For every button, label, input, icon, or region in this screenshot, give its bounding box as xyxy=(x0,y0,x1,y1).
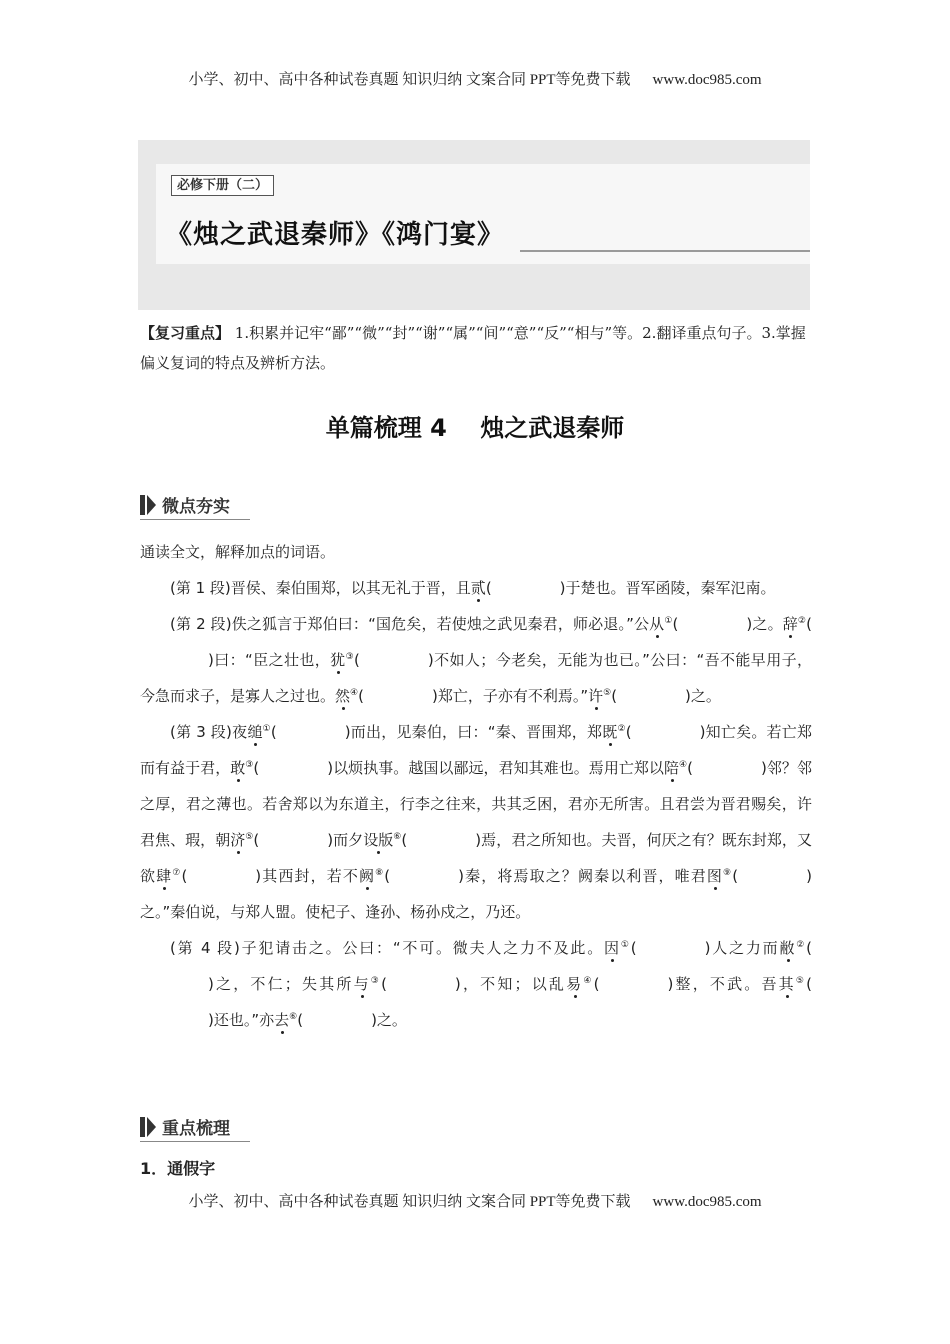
section-title: 单篇梳理 4 烛之武退秦师 xyxy=(325,414,625,442)
paragraph-2: (第 2 段)佚之狐言于郑伯曰：“国危矣，若使烛之武见秦君，师必退。”公从①( )之。辞②()曰：“臣之壮也，犹③( )不如人；今老矣，无能为也已。”公曰：“吾不能早用子，今急而求子，是寡人之过也。然④( )郑亡，子亦有不利焉。”许⑤( )之。 xyxy=(140,606,812,714)
chevron-right-icon xyxy=(140,495,156,515)
section-tag-underline xyxy=(140,1141,250,1142)
answer-blank[interactable] xyxy=(390,863,458,881)
answer-blank[interactable] xyxy=(140,971,208,989)
exercise-instruction: 通读全文，解释加点的词语。 xyxy=(140,543,336,561)
page-header xyxy=(0,68,950,89)
review-label: 【复习重点】 xyxy=(140,324,231,342)
answer-blank[interactable] xyxy=(599,971,667,989)
chapter-banner xyxy=(138,140,810,310)
review-focus xyxy=(140,318,812,378)
footer-text: 小学、初中、高中各种试卷真题 知识归纳 文案合同 PPT等免费下载 xyxy=(188,1194,631,1210)
section-tag-key-points xyxy=(140,1114,250,1140)
answer-blank[interactable] xyxy=(259,827,327,845)
answer-blank[interactable] xyxy=(637,935,705,953)
banner-panel xyxy=(156,164,810,264)
answer-blank[interactable] xyxy=(140,1007,208,1025)
answer-blank[interactable] xyxy=(632,719,700,737)
answer-blank[interactable] xyxy=(187,863,255,881)
subhead-tongjiazi: 1．通假字 xyxy=(140,1159,216,1178)
chapter-title: 《烛之武退秦师》《鸿门宴》 xyxy=(166,220,505,250)
section-tag-underline xyxy=(140,519,250,520)
answer-blank[interactable] xyxy=(678,611,746,629)
exercise-text xyxy=(140,534,812,1038)
answer-blank[interactable] xyxy=(387,971,455,989)
answer-blank[interactable] xyxy=(364,683,432,701)
answer-blank[interactable] xyxy=(140,647,208,665)
header-text: 小学、初中、高中各种试卷真题 知识归纳 文案合同 PPT等免费下载 xyxy=(188,72,631,88)
section-tag-label: 微点夯实 xyxy=(162,497,230,517)
answer-blank[interactable] xyxy=(407,827,475,845)
paragraph-3: (第 3 段)夜缒①( )而出，见秦伯，曰：“秦、晋围郑，郑既②( )知亡矣。若亡郑而有益于君，敢③( )以烦执事。越国以鄙远，君知其难也。焉用亡郑以陪④( )邻？邻之厚，君之薄也。若舍郑以为东道主，行李之往来，共其乏困，君亦无所害。且君尝为晋君赐矣，许君焦、瑕，朝济⑤( )而夕设版⑥( )焉，君之所知也。夫晋，何厌之有？既东封郑，又欲肆⑦( )其西封，若不阙⑧( )秦，将焉取之？阙秦以利晋，唯君图⑨( )之。”秦伯说，与郑人盟。使杞子、逢孙、杨孙戍之，乃还。 xyxy=(140,714,812,930)
section-tag-micro-points xyxy=(140,492,250,518)
answer-blank[interactable] xyxy=(303,1007,371,1025)
answer-blank[interactable] xyxy=(360,647,428,665)
answer-blank[interactable] xyxy=(617,683,685,701)
answer-blank[interactable] xyxy=(277,719,345,737)
chevron-right-icon xyxy=(140,1117,156,1137)
paragraph-1: (第 1 段)晋侯、秦伯围郑，以其无礼于晋，且贰( )于楚也。晋军函陵，秦军氾南。 xyxy=(140,570,812,606)
answer-blank[interactable] xyxy=(492,575,560,593)
header-url[interactable]: www.doc985.com xyxy=(652,72,762,88)
answer-blank[interactable] xyxy=(738,863,806,881)
footer-url[interactable]: www.doc985.com xyxy=(652,1194,762,1210)
banner-underline xyxy=(520,250,810,252)
answer-blank[interactable] xyxy=(693,755,761,773)
section-tag-label: 重点梳理 xyxy=(162,1119,230,1139)
volume-tag: 必修下册（二） xyxy=(171,175,274,196)
page-footer xyxy=(0,1190,950,1211)
paragraph-4: (第 4 段)子犯请击之。公曰：“不可。微夫人之力不及此。因①( )人之力而敝②()之，不仁；失其所与③( )，不知；以乱易④( )整，不武。吾其⑤()还也。”亦去⑥( )之。 xyxy=(140,930,812,1038)
review-text: 1.积累并记牢“鄙”“微”“封”“谢”“属”“间”“意”“反”“相与”等。2.翻译重点句子。3.掌握偏义复词的特点及辨析方法。 xyxy=(140,324,806,372)
answer-blank[interactable] xyxy=(259,755,327,773)
